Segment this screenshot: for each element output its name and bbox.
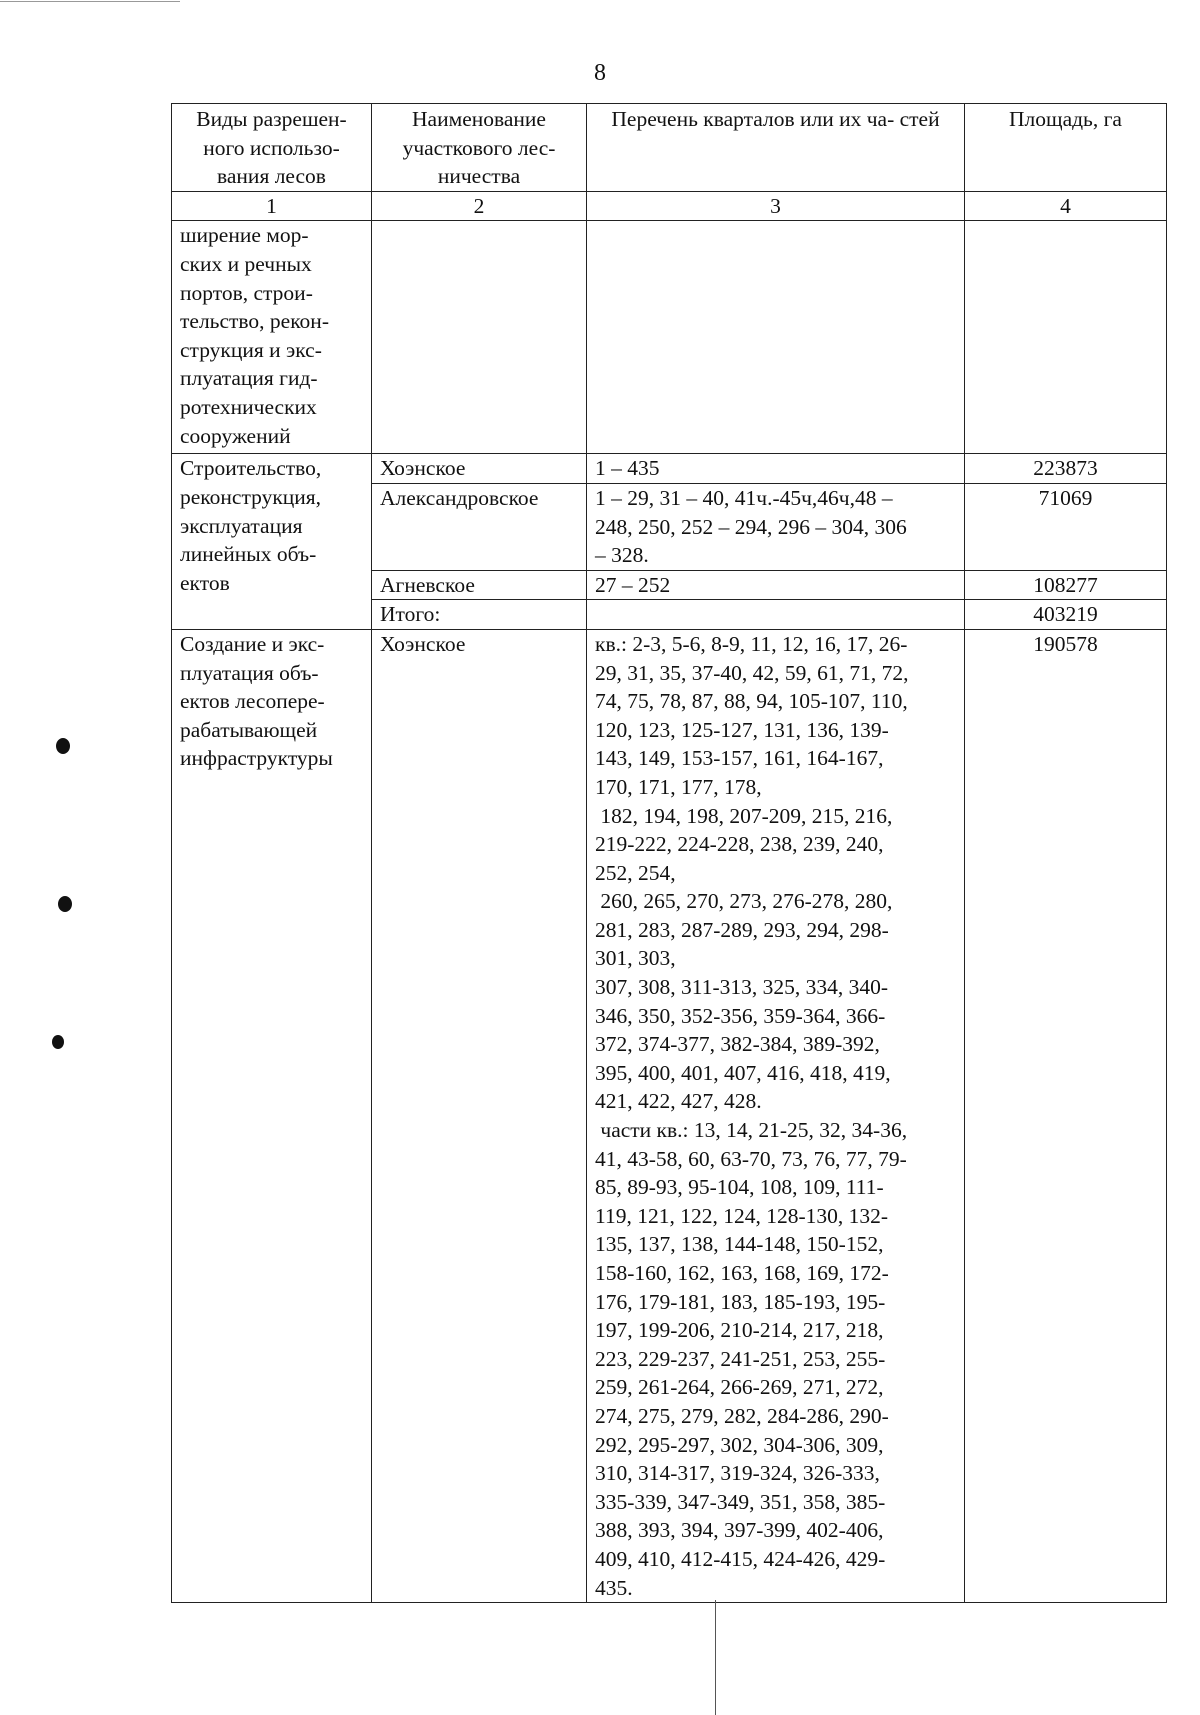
- header-row: [172, 104, 1167, 192]
- table-row-linear-1: [172, 454, 1167, 484]
- total-area: 403219: [965, 600, 1167, 630]
- quarters-line: 292, 295-297, 302, 304-306, 309,: [595, 1432, 884, 1457]
- quarters-line: 346, 350, 352-356, 359-364, 366-: [595, 1003, 886, 1028]
- quarters-line: 274, 275, 279, 282, 284-286, 290-: [595, 1403, 889, 1428]
- forestry-name: Агневское: [372, 570, 587, 600]
- quarters-line: 395, 400, 401, 407, 416, 418, 419,: [595, 1060, 891, 1085]
- quarters-line: 197, 199-206, 210-214, 217, 218,: [595, 1318, 884, 1343]
- forestry-name: Хоэнское: [372, 629, 587, 1602]
- processing-quarters-cell: [587, 629, 965, 1602]
- quarters-line: 29, 31, 35, 37-40, 42, 59, 61, 71, 72,: [595, 660, 909, 685]
- scan-edge-line: [0, 1, 180, 2]
- quarters-line: 409, 410, 412-415, 424-426, 429-: [595, 1546, 886, 1571]
- quarters-line: 223, 229-237, 241-251, 253, 255-: [595, 1346, 886, 1371]
- scan-fold-line: [715, 1600, 716, 1715]
- area-cell: 190578: [965, 629, 1167, 1602]
- quarters-line: 335-339, 347-349, 351, 358, 385-: [595, 1489, 886, 1514]
- quarters-line: 435.: [595, 1575, 633, 1600]
- empty-cell: [587, 221, 965, 454]
- quarters-cell: 1 – 29, 31 – 40, 41ч.-45ч,46ч,48 – 248, 250, 252 – 294, 296 – 304, 306 – 328.: [587, 483, 965, 570]
- area-cell: 223873: [965, 454, 1167, 484]
- quarters-line: 158-160, 162, 163, 168, 169, 172-: [595, 1261, 889, 1285]
- quarters-line: кв.: 2-3, 5-6, 8-9, 11, 12, 16, 17, 26-: [595, 631, 908, 656]
- quarters-line: 421, 422, 427, 428.: [595, 1089, 762, 1114]
- column-number-4: 4: [965, 191, 1167, 221]
- quarters-line: 85, 89-93, 95-104, 108, 109, 111-: [595, 1175, 884, 1200]
- column-number-1: 1: [172, 191, 372, 221]
- punch-hole-mark: [52, 1035, 64, 1049]
- forestry-name: Хоэнское: [372, 454, 587, 484]
- area-cell: 71069: [965, 483, 1167, 570]
- quarters-line: 259, 261-264, 266-269, 271, 272,: [595, 1375, 884, 1400]
- forestry-name: Александровское: [372, 483, 587, 570]
- area-cell: 108277: [965, 570, 1167, 600]
- quarters-line: 252, 254,: [595, 860, 676, 885]
- table-row-processing: [172, 629, 1167, 1602]
- quarters-line: 301, 303,: [595, 946, 676, 971]
- header-quarters-list: Перечень кварталов или их ча- стей: [587, 104, 965, 192]
- continuation-use-cell: ширение мор- ских и речных портов, строи- тельство, рекон- струкция и экс- плуатация гид- ротехнических сооружений: [172, 221, 372, 454]
- empty-cell: [372, 221, 587, 454]
- quarters-line: 143, 149, 153-157, 161, 164-167,: [595, 746, 884, 771]
- header-use-type: Виды разрешен- ного использо- вания лесов: [172, 104, 372, 192]
- column-number-row: [172, 191, 1167, 221]
- quarters-line: 74, 75, 78, 87, 88, 94, 105-107, 110,: [595, 689, 908, 714]
- table-row-continuation: [172, 221, 1167, 454]
- punch-hole-mark: [56, 738, 70, 754]
- empty-cell: [587, 600, 965, 630]
- column-number-2: 2: [372, 191, 587, 221]
- quarters-line: 176, 179-181, 183, 185-193, 195-: [595, 1289, 886, 1314]
- quarters-line: 170, 171, 177, 178,: [595, 774, 762, 799]
- quarters-cell: 27 – 252: [587, 570, 965, 600]
- forest-use-table: [171, 103, 1167, 1603]
- quarters-line: 307, 308, 311-313, 325, 334, 340-: [595, 975, 889, 1000]
- quarters-line: 182, 194, 198, 207-209, 215, 216,: [595, 803, 893, 828]
- quarters-line: 310, 314-317, 319-324, 326-333,: [595, 1461, 880, 1486]
- quarters-line: 119, 121, 122, 124, 128-130, 132-: [595, 1203, 889, 1228]
- quarters-line: 260, 265, 270, 273, 276-278, 280,: [595, 889, 893, 914]
- quarters-line: 120, 123, 125-127, 131, 136, 139-: [595, 717, 889, 742]
- quarters-line: 372, 374-377, 382-384, 389-392,: [595, 1032, 880, 1057]
- linear-objects-use-cell: Строительство, реконструкция, эксплуатация линейных объ- ектов: [172, 454, 372, 630]
- quarters-line: части кв.: 13, 14, 21-25, 32, 34-36,: [595, 1118, 908, 1143]
- quarters-line: 41, 43-58, 60, 63-70, 73, 76, 77, 79-: [595, 1146, 907, 1171]
- header-forestry-name: Наименование участкового лес- ничества: [372, 104, 587, 192]
- quarters-line: 388, 393, 394, 397-399, 402-406,: [595, 1518, 884, 1543]
- processing-use-cell: Создание и экс- плуатация объ- ектов лесопере- рабатывающей инфраструктуры: [172, 629, 372, 1602]
- punch-hole-mark: [58, 896, 72, 912]
- page-number: 8: [594, 60, 606, 86]
- total-label: Итого:: [372, 600, 587, 630]
- quarters-line: 281, 283, 287-289, 293, 294, 298-: [595, 917, 889, 942]
- column-number-3: 3: [587, 191, 965, 221]
- quarters-line: 219-222, 224-228, 238, 239, 240,: [595, 832, 884, 857]
- empty-cell: [965, 221, 1167, 454]
- quarters-cell: 1 – 435: [587, 454, 965, 484]
- quarters-line: 135, 137, 138, 144-148, 150-152,: [595, 1232, 884, 1257]
- header-area: Площадь, га: [965, 104, 1167, 192]
